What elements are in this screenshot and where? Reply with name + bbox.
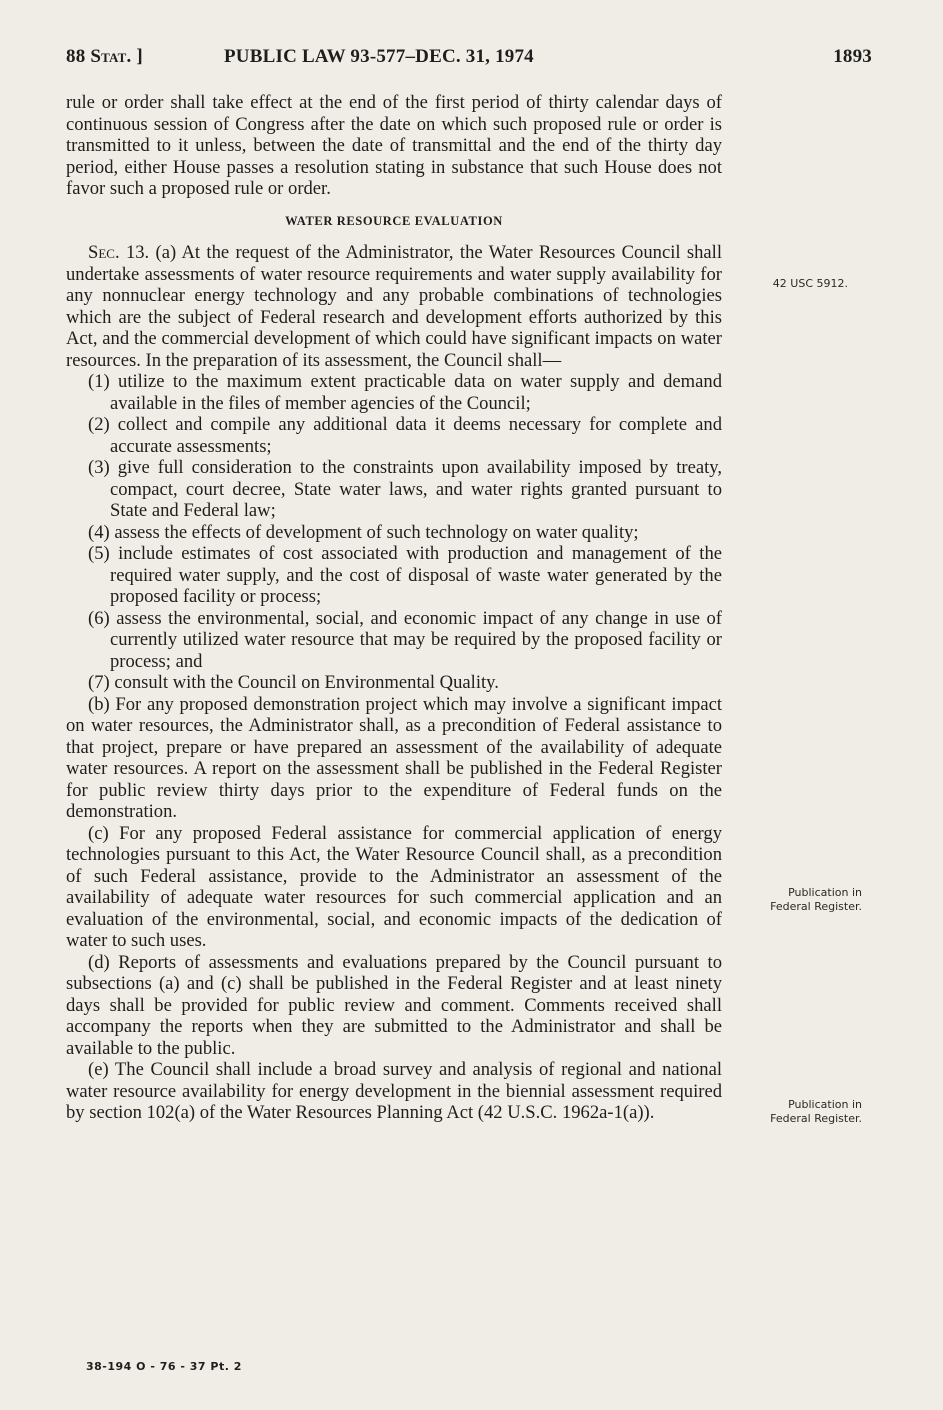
list-item: (3) give full consideration to the constraints upon availability imposed by treaty, compact, court decree, State water laws, and water rights granted pursuant to State and Federal law; (88, 457, 722, 521)
law-title: PUBLIC LAW 93-577–DEC. 31, 1974 (224, 46, 534, 67)
note-line: Federal Register. (770, 900, 862, 913)
running-header (66, 46, 872, 74)
list-item: (7) consult with the Council on Environmental Quality. (88, 672, 499, 693)
subsection-e: (e) The Council shall include a broad survey and analysis of regional and national water resource availability for energy development in the biennial assessment required by section 102(a) of the Water Resources Planning Act (42 U.S.C. 1962a-1(a)). (66, 1059, 722, 1123)
list-item: (2) collect and compile any additional data it deems necessary for complete and accurate assessments; (88, 414, 722, 457)
note-line: Federal Register. (770, 1112, 862, 1125)
subsection-c: (c) For any proposed Federal assistance for commercial application of energy technologies pursuant to this Act, the Water Resource Council shall, as a precondition of such Federal assistance, provide to the Administrator an assessment of the availability of adequate water resources for such commercial application and an evaluation of the environmental, social, and economic impacts of the dedication of water to such uses. (66, 822, 722, 951)
print-footer: 38-194 O - 76 - 37 Pt. 2 (86, 1360, 242, 1373)
usc-citation-note (708, 277, 848, 291)
statute-reference: 88 Stat. ] (66, 46, 143, 67)
section-13a (66, 242, 722, 371)
publication-note-d (722, 1098, 862, 1126)
list-item: (1) utilize to the maximum extent practicable data on water supply and demand available in the files of member agencies of the Council; (88, 371, 722, 414)
list-item: (4) assess the effects of development of such technology on water quality; (88, 521, 639, 543)
section-heading: WATER RESOURCE EVALUATION (285, 213, 503, 228)
list-item: (6) assess the environmental, social, and economic impact of any change in use of currently utilized water resource that may be required by the proposed facility or process; and (88, 607, 722, 672)
law-body (66, 92, 722, 1124)
note-line: Publication in (788, 886, 862, 899)
publication-note-b (722, 886, 862, 914)
subsection-b: (b) For any proposed demonstration project which may involve a significant impact on water resources, the Administrator shall, as a precondition of Federal assistance to that project, prepare or have prepared an assessment of the availability of adequate water resources. A report on the assessment shall be published in the Federal Register for public review thirty days prior to the expenditure of Federal funds on the demonstration. (66, 693, 722, 822)
usc-citation: 42 USC 5912. (772, 277, 848, 290)
subsection-d: (d) Reports of assessments and evaluations prepared by the Council pursuant to subsections (a) and (c) shall be published in the Federal Register and at least ninety days shall be provided for public review and comment. Comments received shall accompany the reports when they are submitted to the Administrator and shall be available to the public. (66, 951, 722, 1059)
list-item: (5) include estimates of cost associated with production and management of the required water supply, and the cost of disposal of waste water generated by the proposed facility or process; (88, 543, 722, 607)
section-13a-text: (a) At the request of the Administrator, the Water Resources Council shall undertake assessments of water resource requirements and water supply availability for any nonnuclear energy technology and any probable combinations of technologies which are the subject of Federal research and development efforts authorized by this Act, and the commercial development of which could have significant impacts on water resources. In the preparation of its assessment, the Council shall— (66, 242, 722, 371)
section-label: Sec. 13. (88, 242, 150, 263)
note-line: Publication in (788, 1098, 862, 1111)
continued-paragraph: rule or order shall take effect at the end of the first period of thirty calendar days of continuous session of Congress after the date on which such proposed rule or order is transmitted to it unless, between the date of transmittal and the end of the thirty day period, either House passes a resolution stating in substance that such House does not favor such a proposed rule or order. (66, 92, 722, 199)
page-number: 1893 (833, 46, 872, 67)
